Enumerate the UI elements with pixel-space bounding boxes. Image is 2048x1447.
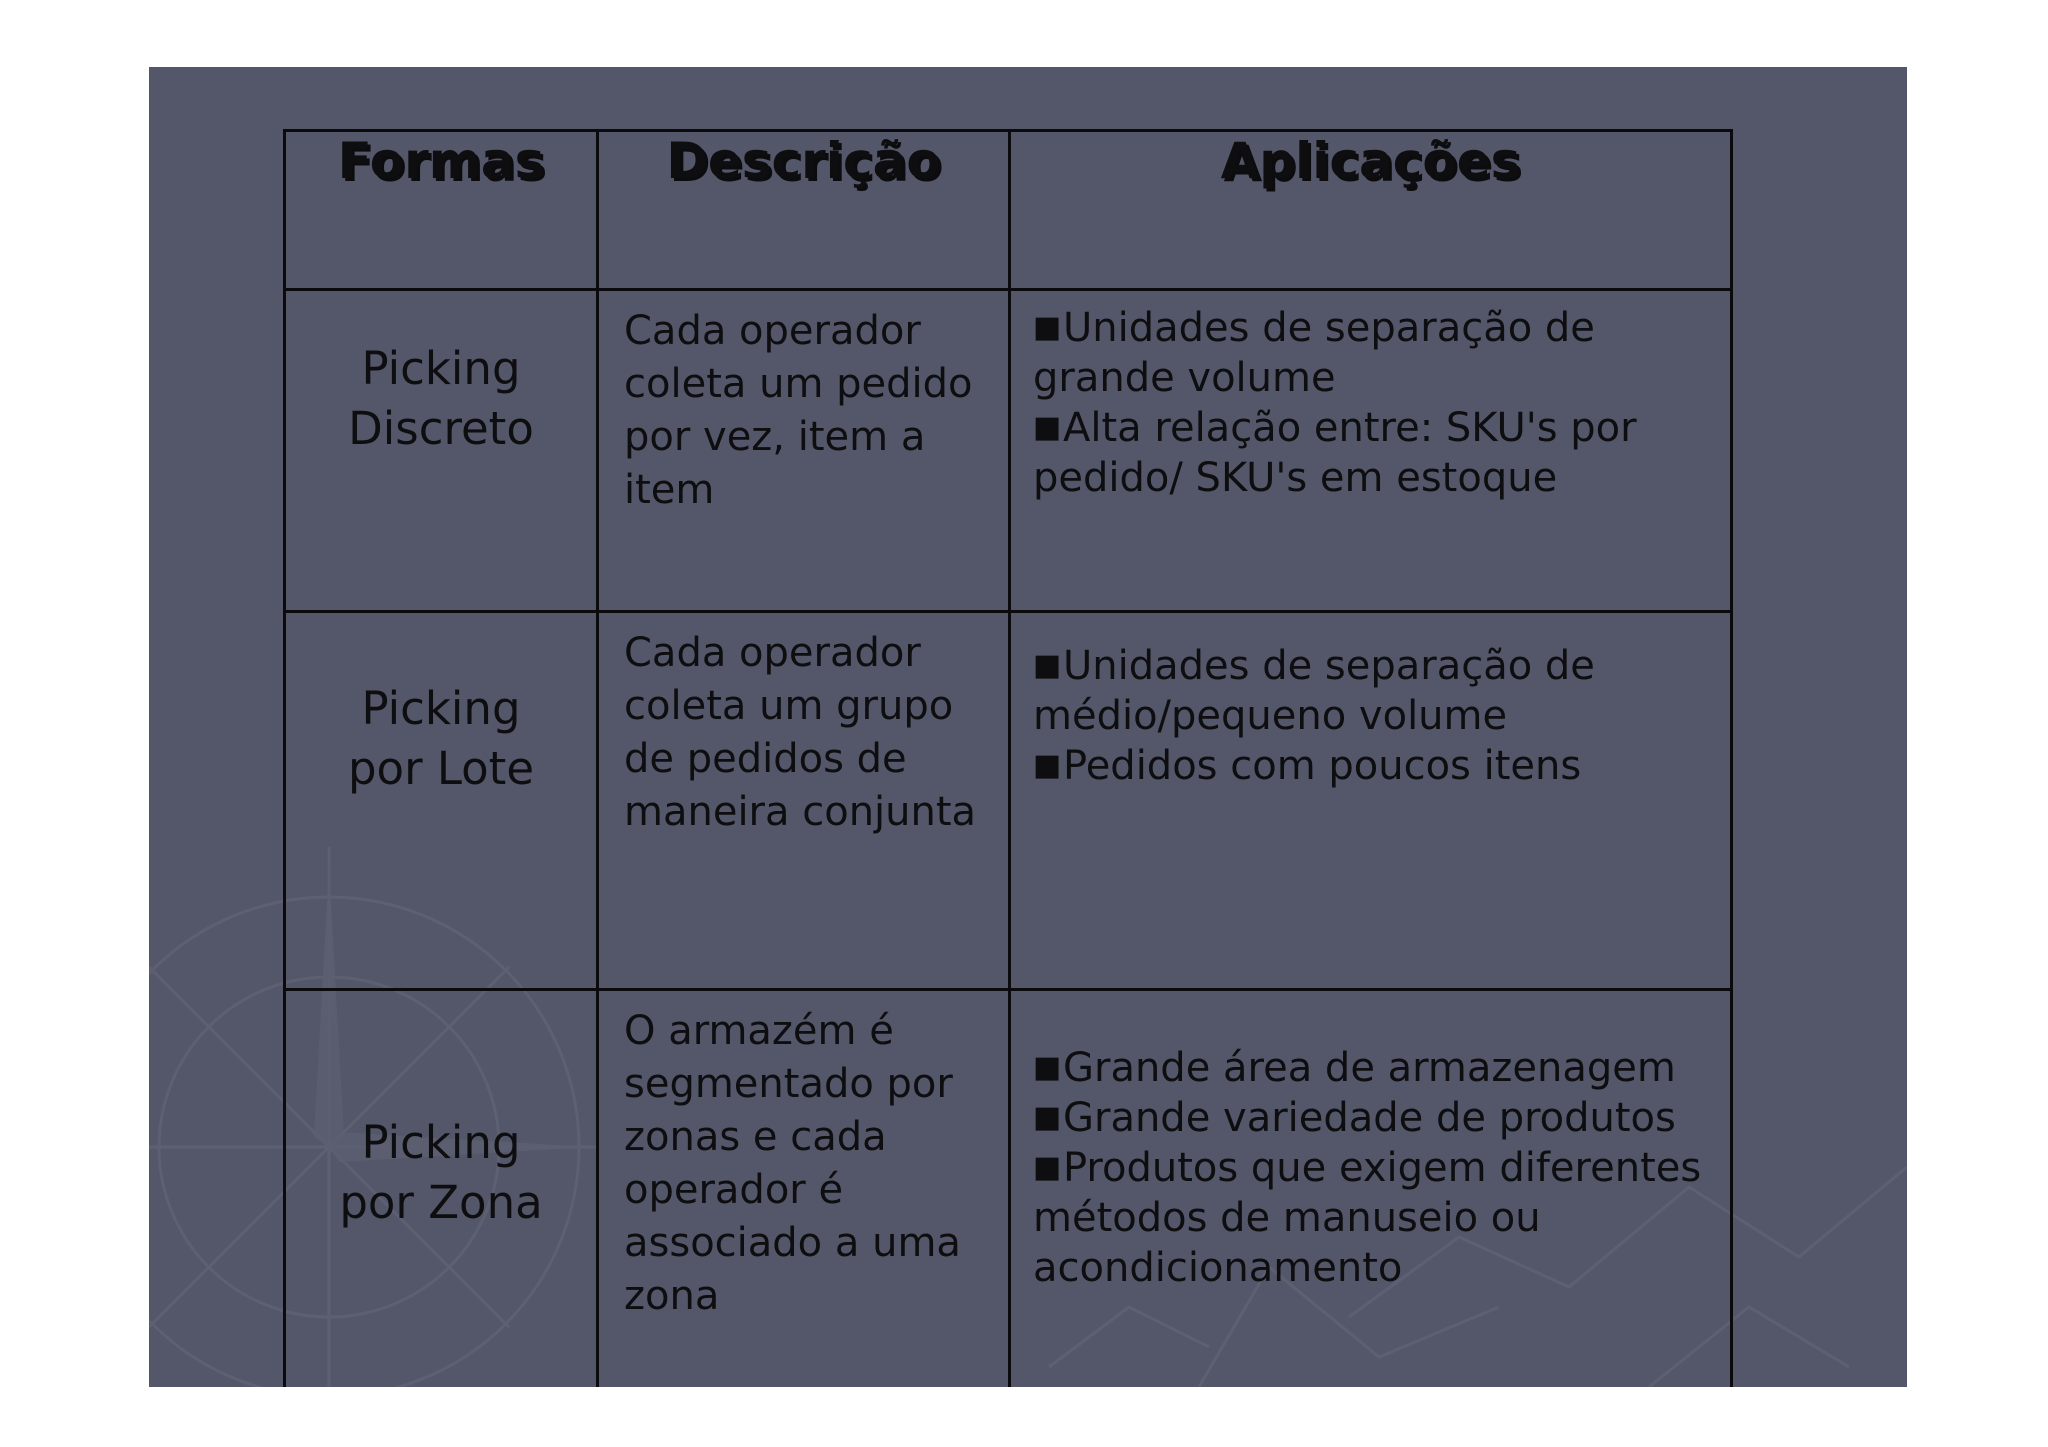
aplicacao-text: Pedidos com poucos itens <box>1063 743 1582 789</box>
column-header-descricao: Descrição <box>598 131 1010 290</box>
list-item <box>1033 1043 1730 1093</box>
list-item <box>1033 303 1730 403</box>
forma-cell <box>285 290 598 612</box>
aplicacoes-cell <box>1010 990 1732 1388</box>
square-bullet-icon: ■ <box>1033 648 1062 683</box>
list-item <box>1033 741 1730 791</box>
forma-line: por Lote <box>347 742 535 795</box>
aplicacao-text: Produtos que exigem diferentes métodos de manuseio ou acondicionamento <box>1033 1145 1702 1291</box>
forma-line: Picking <box>361 342 521 395</box>
square-bullet-icon: ■ <box>1033 1100 1062 1135</box>
descricao-cell: Cada operador coleta um pedido por vez, item a item <box>598 290 1010 612</box>
list-item <box>1033 1143 1730 1293</box>
aplicacao-text: Alta relação entre: SKU's por pedido/ SKU's em estoque <box>1033 405 1637 501</box>
list-item <box>1033 1093 1730 1143</box>
aplicacao-text: Unidades de separação de grande volume <box>1033 305 1595 401</box>
slide <box>149 67 1907 1387</box>
table-row <box>285 612 1732 990</box>
aplicacao-text: Grande área de armazenagem <box>1063 1045 1676 1091</box>
forma-line: Picking <box>361 1116 521 1169</box>
descricao-cell: O armazém é segmentado por zonas e cada operador é associado a uma zona <box>598 990 1010 1388</box>
column-header-aplicacoes: Aplicações <box>1010 131 1732 290</box>
forma-line: Discreto <box>348 402 534 455</box>
aplicacao-text: Grande variedade de produtos <box>1063 1095 1676 1141</box>
square-bullet-icon: ■ <box>1033 1050 1062 1085</box>
table-row <box>285 990 1732 1388</box>
aplicacoes-cell <box>1010 290 1732 612</box>
square-bullet-icon: ■ <box>1033 1150 1062 1185</box>
list-item <box>1033 403 1730 503</box>
table-row <box>285 290 1732 612</box>
square-bullet-icon: ■ <box>1033 748 1062 783</box>
aplicacao-text: Unidades de separação de médio/pequeno volume <box>1033 643 1595 739</box>
descricao-cell: Cada operador coleta um grupo de pedidos de maneira conjunta <box>598 612 1010 990</box>
forma-line: Picking <box>361 682 521 735</box>
aplicacoes-cell <box>1010 612 1732 990</box>
square-bullet-icon: ■ <box>1033 410 1062 445</box>
forma-cell <box>285 612 598 990</box>
column-header-formas: Formas <box>285 131 598 290</box>
square-bullet-icon: ■ <box>1033 310 1062 345</box>
list-item <box>1033 641 1730 741</box>
forma-cell <box>285 990 598 1388</box>
picking-forms-table <box>283 129 1733 1387</box>
forma-line: por Zona <box>339 1176 543 1229</box>
table-header-row <box>285 131 1732 290</box>
